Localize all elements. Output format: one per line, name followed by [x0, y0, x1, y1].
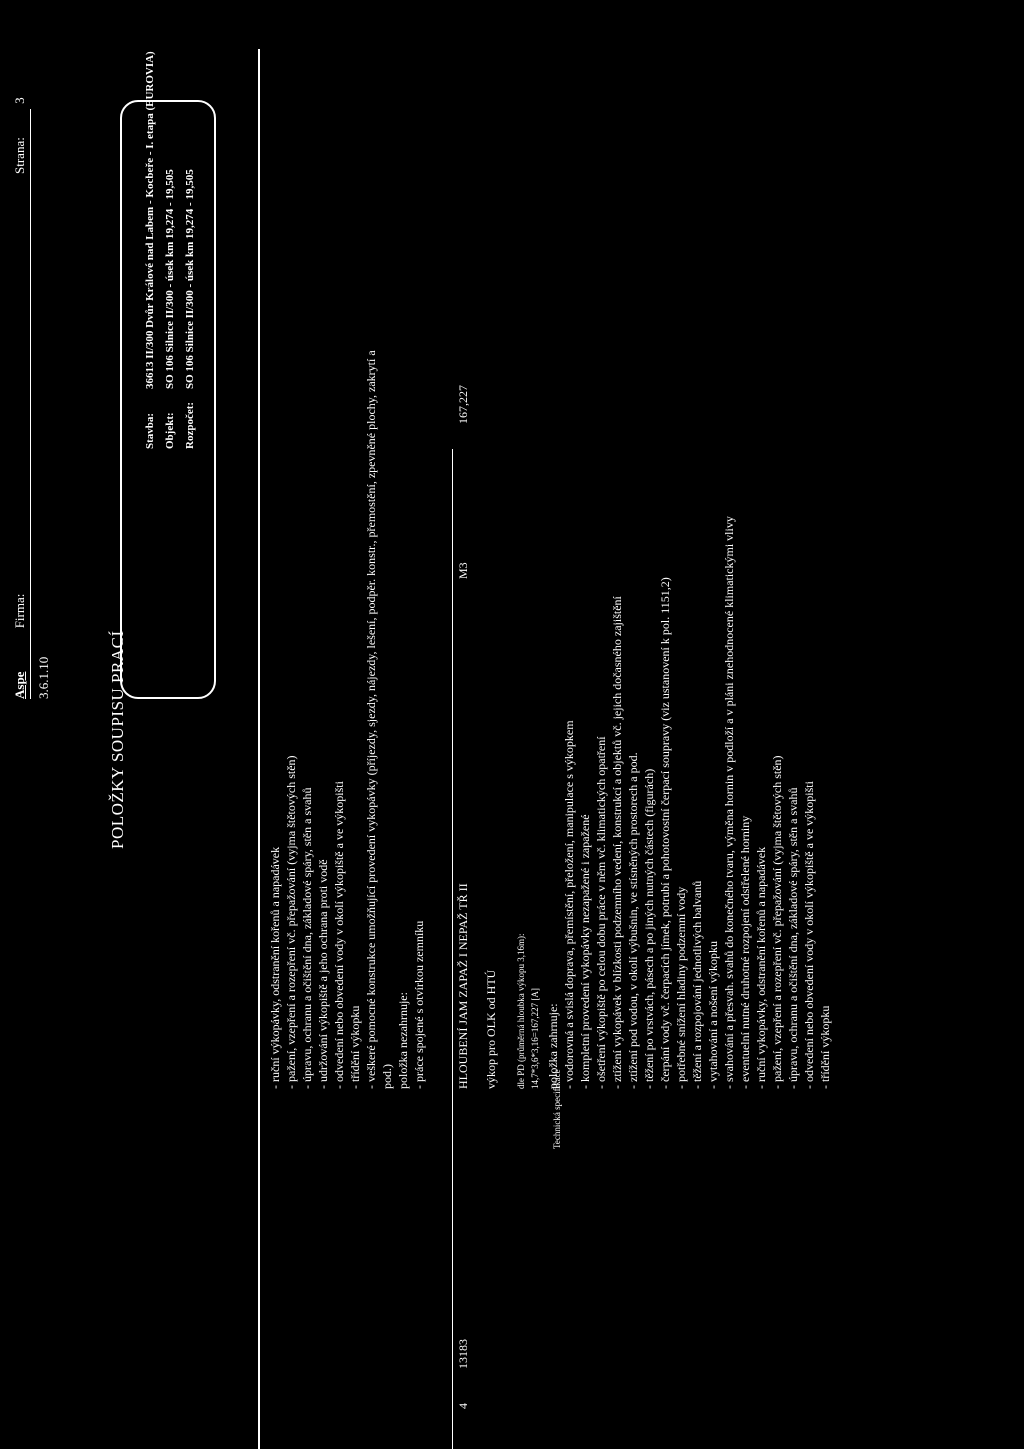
intro-line: pod.) — [380, 1064, 394, 1089]
strana-label: Strana: — [12, 137, 27, 174]
version-label: 3.6.1.10 — [36, 656, 51, 699]
item-rule — [452, 449, 453, 1449]
spec-line: - kompletní provedení vykopávky nezapažené i zapažené — [578, 814, 592, 1089]
intro-line: - odvedení nebo obvedení vody v okolí výkopiště a ve výkopišti — [332, 781, 346, 1089]
intro-line: - ruční výkopávky, odstranění kořenů a napadávek — [268, 846, 282, 1089]
item-code: 13183 — [456, 1339, 470, 1369]
spec-line: - potřebné snížení hladiny podzemní vody — [674, 886, 688, 1089]
header-left — [12, 594, 28, 699]
intro-line: - třídění výkopku — [348, 1005, 362, 1089]
rozpocet-value: SO 106 Silnice II/300 - úsek km 19,274 - 19,505 — [184, 169, 196, 389]
objekt-value: SO 106 Silnice II/300 - úsek km 19,274 - 19,505 — [164, 169, 176, 389]
header-rule — [30, 109, 31, 699]
spec-block — [546, 516, 834, 1089]
spec-line: - ztížení pod vodou, v okolí výbušnin, ve stísněných prostorech a pod. — [626, 752, 640, 1089]
intro-line: - veškeré pomocné konstrukce umožňující provedení vykopávky (příjezdy, sjezdy, nájezdy, lešení, podpěr. konstr., přemostění, zpevněné plochy, zakrytí a — [364, 350, 378, 1089]
intro-line: položka nezahrnuje: — [396, 992, 410, 1089]
objekt-label: Objekt: — [164, 412, 176, 449]
spec-line: - ošetření výkopiště po celou dobu práce v něm vč. klimatických opatření — [594, 736, 608, 1089]
item-unit: M3 — [456, 562, 470, 579]
spec-line: - třídění výkopku — [818, 1005, 832, 1089]
intro-line: - úpravu, ochranu a očištění dna, základové spáry, stěn a svahů — [300, 787, 314, 1089]
spec-line: - eventuelní nutné druhotné rozpojení odstřelené horniny — [738, 815, 752, 1089]
item-name: HLOUBENÍ JAM ZAPAŽ I NEPAŽ TŘ II — [456, 883, 470, 1089]
spec-line: - odvedení nebo obvedení vody v okolí výkopiště a ve výkopišti — [802, 781, 816, 1089]
spec-line: - těžení po vrstvách, pásech a po jiných nutných částech (figurách) — [642, 768, 656, 1089]
stavba-value: 36613 II/300 Dvůr Králové nad Labem - Kocbeře - I. etapa (EUROVIA) — [144, 51, 156, 389]
spec-line: - těžení a rozpojování jednotlivých balvanů — [690, 880, 704, 1089]
item-note: výkop pro OLK od HTÚ — [484, 969, 498, 1089]
strana-value: 3 — [12, 97, 27, 104]
intro-block — [268, 350, 428, 1089]
calc-line-2: 14,7*3,6*3,16=167,227 [A] — [530, 988, 540, 1089]
page-number — [12, 97, 28, 174]
intro-line: - práce spojené s otvírkou zemníku — [412, 920, 426, 1089]
calc-line-1: dle PD (průměrná hloubka výkopu 3,16m): — [516, 933, 526, 1089]
spec-line: položka zahrnuje: — [546, 1003, 560, 1089]
aspe-logo: Aspe — [12, 671, 27, 699]
firma-label: Firma: — [12, 593, 27, 629]
item-quantity: 167,227 — [456, 385, 470, 424]
intro-line: - pažení, vzepření a rozepření vč. přepažování (vyjma štětových stěn) — [284, 755, 298, 1089]
spec-line: - čerpání vody vč. čerpacích jímek, potrubí a pohotovostní čerpací soupravy (viz ustanovení k pol. 1151,2) — [658, 577, 672, 1089]
page-title: POLOŽKY SOUPISU PRACÍ — [108, 630, 127, 849]
spec-line: - pažení, vzepření a rozepření vč. přepažování (vyjma štětových stěn) — [770, 755, 784, 1089]
spec-line: - svahování a přesvah. svahů do konečného tvaru, výměna hornin v podloží a v pláni znehodnocené klimatickými vlivy — [722, 516, 736, 1089]
tech-spec-label: Technická specifikace — [552, 1069, 562, 1149]
spec-line: - vytahování a nošení výkopku — [706, 941, 720, 1089]
rozpocet-label: Rozpočet: — [184, 401, 196, 449]
section-rule — [258, 49, 260, 1449]
spec-line: - ruční vykopávky, odstranění kořenů a napadávek — [754, 846, 768, 1089]
spec-line: - vodorovná a svislá doprava, přemístění, přeložení, manipulace s výkopkem — [562, 720, 576, 1089]
item-number: 4 — [456, 1403, 470, 1409]
spec-line: - úpravu, ochranu a očištění dna, základové spáry, stěn a svahů — [786, 787, 800, 1089]
intro-line: - udržování výkopiště a jeho ochrana proti vodě — [316, 859, 330, 1089]
spec-line: - ztížení vykopávek v blízkosti podzemního vedení, konstrukcí a objektů vč. jejich dočasného zajištění — [610, 596, 624, 1089]
stavba-label: Stavba: — [144, 412, 156, 449]
